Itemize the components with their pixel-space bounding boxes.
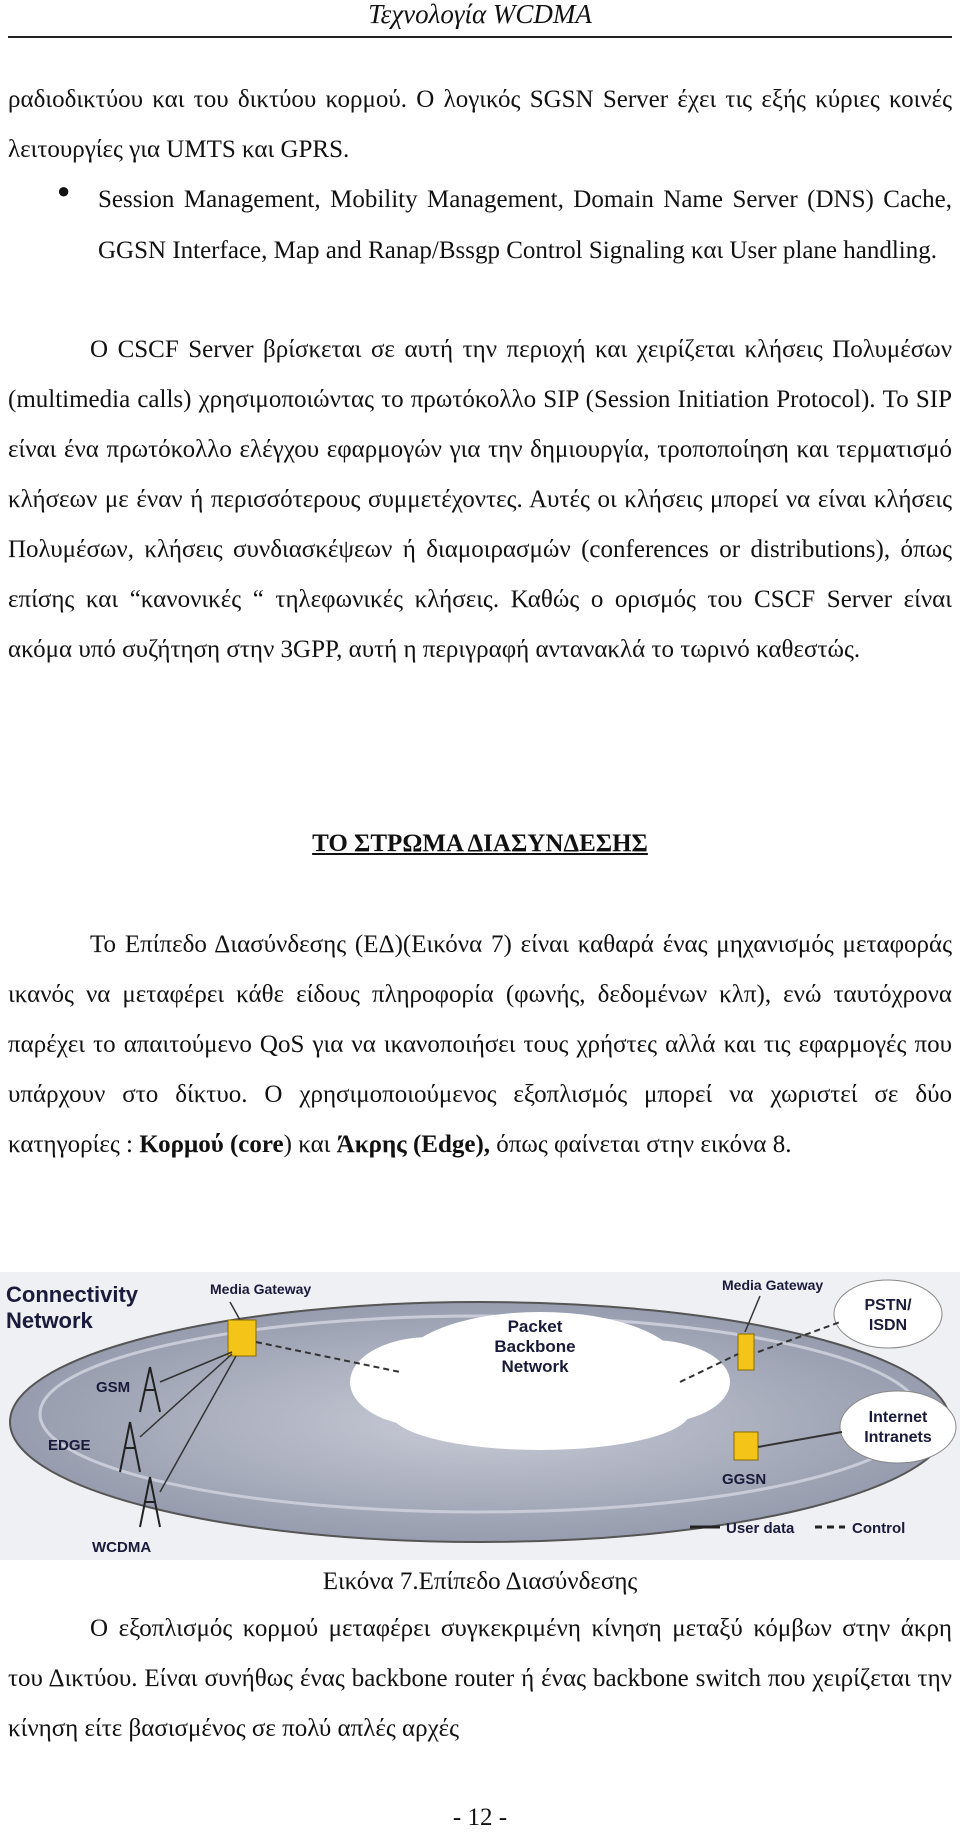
media-gateway-right-icon [738,1334,754,1370]
paragraph-cscf: Ο CSCF Server βρίσκεται σε αυτή την περιοχή και χειρίζεται κλήσεις Πολυμέσων (multimedia calls) χρησιμοποιώντας το πρωτόκολλο SIP (Session Initiation Protocol). Το SIP είναι ένα πρωτόκολλο ελέγχου εφαρμογών για την δημιουργία, τροποποίηση και τερματισμό κλήσεων με έναν ή περισσότερους συμμετέχοντες. Αυτές οι κλήσεις μπορεί να είναι κλήσεις Πολυμέσων, κλήσεις συνδιασκέψεων ή διαμοιρασμών (conferences or distributions), όπως επίσης και “κανονικές “ τηλεφωνικές κλήσεις. Καθώς ο ορισμός του CSCF Server είναι ακόμα υπό συζήτηση στην 3GPP, αυτή η περιγραφή αντανακλά το τωρινό καθεστώς. [8,336,952,663]
section-heading [0,830,960,858]
isdn-label: ISDN [868,1317,908,1334]
figure-diagram [0,1272,960,1560]
para3-text-b: ) και [283,1131,337,1158]
ggsn-label: GGSN [722,1471,767,1488]
internet-label: Internet [868,1409,928,1426]
ggsn-icon [734,1432,758,1460]
gsm-label: GSM [96,1379,131,1396]
paragraph-sgsn: ραδιοδικτύου και του δικτύου κορμού. Ο λογικός SGSN Server έχει τις εξής κύριες κοινές λειτουργίες για UMTS και GPRS. [8,86,952,163]
para3-text-c: όπως φαίνεται στην εικόνα 8. [490,1131,792,1158]
para3-text-a: Το Επίπεδο Διασύνδεσης (ΕΔ)(Εικόνα 7) είναι καθαρά ένας μηχανισμός μεταφοράς ικανός να μεταφέρει κάθε είδους πληροφορία (φωνής, δεδομένων κλπ), ενώ ταυτόχρονα παρέχει το απαιτούμενο QoS για να ικανοποιήσει τους χρήστες αλλά και τις εφαρμογές που υπάρχουν στο δίκτυο. Ο χρησιμοποιούμενος εξοπλισμός μπορεί να χωριστεί σε δύο κατηγορίες : [8,931,952,1158]
header-rule [8,36,952,38]
bullet-icon: ● [57,178,71,203]
cloud-label-network: Network [501,1357,569,1376]
connectivity-network-figure [0,1272,960,1560]
media-gateway-left-icon [228,1320,256,1356]
para3-bold-edge: Άκρης (Edge), [336,1131,491,1158]
wcdma-label: WCDMA [92,1539,152,1556]
para3-bold-core: Κορμού (core [139,1131,284,1158]
legend-control-label: Control [852,1520,906,1537]
page-number: - 12 - [452,1804,508,1831]
cloud-label-packet: Packet [507,1317,563,1336]
paragraph-interface-layer [8,920,952,1170]
figure-title-connectivity: Connectivity [6,1282,139,1307]
legend-user-data-label: User data [726,1520,795,1537]
media-gateway-right-label: Media Gateway [722,1277,824,1293]
pstn-isdn-cloud [834,1280,942,1348]
running-header: Τεχνολογία WCDMA [368,0,592,29]
cloud-label-backbone: Backbone [494,1337,576,1356]
edge-label: EDGE [48,1437,91,1454]
paragraph-core-equipment: Ο εξοπλισμός κορμού μεταφέρει συγκεκριμένη κίνηση μεταξύ κόμβων στην άκρη του Δικτύου. Είναι συνήθως ένας backbone router ή ένας backbone switch που χειρίζεται την κίνηση είτε βασισμένος σε πολύ απλές αρχές [8,1615,952,1742]
internet-intranets-cloud [840,1391,956,1463]
figure-title-network: Network [6,1308,93,1333]
intranets-label: Intranets [864,1429,932,1446]
pstn-label: PSTN/ [864,1297,912,1314]
figure-caption: Εικόνα 7.Επίπεδο Διασύνδεσης [322,1568,638,1595]
media-gateway-left-label: Media Gateway [210,1281,312,1297]
bullet-item-functions: Session Management, Mobility Management, Domain Name Server (DNS) Cache, GGSN Interface, Map and Ranap/Bssgp Control Signaling και User plane handling. [98,186,952,264]
section-heading-text: ΤΟ ΣΤΡΩΜΑ ΔΙΑΣΥΝΔΕΣΗΣ [312,830,648,857]
